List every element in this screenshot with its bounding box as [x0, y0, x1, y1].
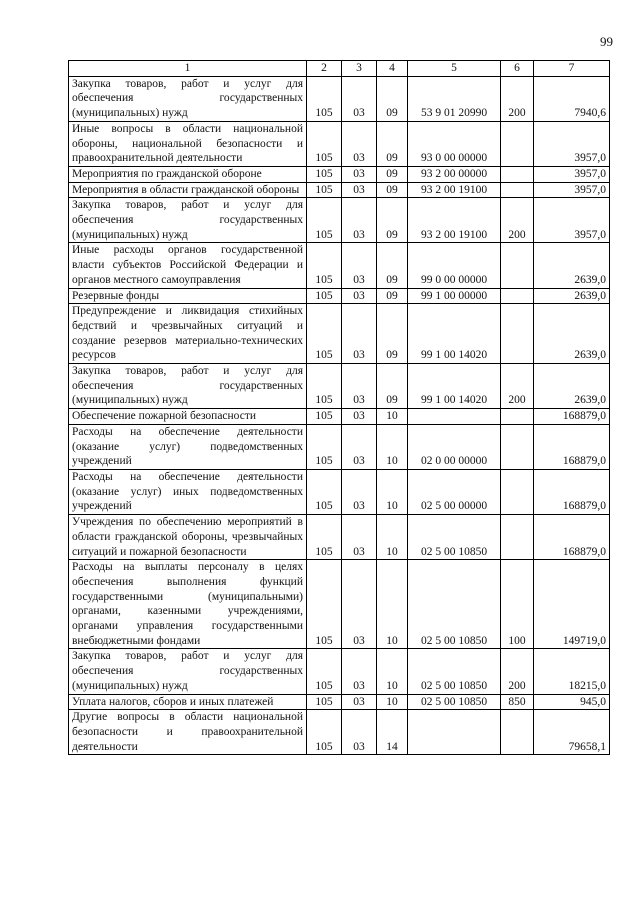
row-name: Учреждения по обеспечению мероприятий в области гражданской обороны, чрезвычайных ситуаций и пожарной безопасности: [69, 515, 307, 560]
table-row: [69, 515, 610, 560]
row-sum: 3957,0: [534, 166, 610, 182]
header-col-3: 3: [342, 61, 377, 77]
header-col-6: 6: [501, 61, 534, 77]
row-section: 03: [342, 121, 377, 166]
row-expense-type: [501, 424, 534, 469]
table-row: [69, 409, 610, 425]
row-ved: 105: [307, 560, 342, 649]
row-section: 03: [342, 560, 377, 649]
row-ved: 105: [307, 469, 342, 514]
row-expense-type: [501, 121, 534, 166]
header-row: [69, 61, 610, 77]
row-sum: 18215,0: [534, 649, 610, 694]
row-name: Уплата налогов, сборов и иных платежей: [69, 694, 307, 710]
row-target-article: 02 0 00 00000: [408, 424, 501, 469]
header-col-7: 7: [534, 61, 610, 77]
table-row: [69, 121, 610, 166]
header-col-4: 4: [377, 61, 408, 77]
row-expense-type: 200: [501, 198, 534, 243]
row-name: Другие вопросы в области национальной безопасности и правоохранительной деятельности: [69, 710, 307, 755]
row-expense-type: [501, 515, 534, 560]
table-row: [69, 243, 610, 288]
row-ved: 105: [307, 182, 342, 198]
row-sum: 945,0: [534, 694, 610, 710]
row-ved: 105: [307, 288, 342, 304]
row-name: Мероприятия по гражданской обороне: [69, 166, 307, 182]
header-col-5: 5: [408, 61, 501, 77]
row-subsection: 10: [377, 469, 408, 514]
row-sum: 79658,1: [534, 710, 610, 755]
row-section: 03: [342, 364, 377, 409]
row-sum: 168879,0: [534, 469, 610, 514]
table-body: [69, 76, 610, 755]
row-subsection: 14: [377, 710, 408, 755]
row-section: 03: [342, 469, 377, 514]
row-expense-type: 200: [501, 649, 534, 694]
row-target-article: 99 1 00 14020: [408, 364, 501, 409]
row-name: Расходы на обеспечение деятельности (оказание услуг) подведомственных учреждений: [69, 424, 307, 469]
row-section: 03: [342, 243, 377, 288]
budget-table: [68, 60, 610, 755]
row-expense-type: 100: [501, 560, 534, 649]
row-name: Обеспечение пожарной безопасности: [69, 409, 307, 425]
row-sum: 2639,0: [534, 304, 610, 364]
row-name: Мероприятия в области гражданской обороны: [69, 182, 307, 198]
table-row: [69, 182, 610, 198]
row-target-article: 99 0 00 00000: [408, 243, 501, 288]
row-section: 03: [342, 304, 377, 364]
row-name: Резервные фонды: [69, 288, 307, 304]
row-subsection: 09: [377, 166, 408, 182]
row-ved: 105: [307, 364, 342, 409]
row-ved: 105: [307, 304, 342, 364]
row-target-article: 02 5 00 00000: [408, 469, 501, 514]
row-subsection: 10: [377, 560, 408, 649]
row-sum: 7940,6: [534, 76, 610, 121]
row-expense-type: [501, 710, 534, 755]
row-subsection: 10: [377, 409, 408, 425]
row-expense-type: 200: [501, 364, 534, 409]
page-number: 99: [600, 34, 613, 49]
row-sum: 2639,0: [534, 243, 610, 288]
row-subsection: 10: [377, 424, 408, 469]
row-name: Расходы на обеспечение деятельности (оказание услуг) иных подведомственных учреждений: [69, 469, 307, 514]
row-sum: 3957,0: [534, 182, 610, 198]
row-subsection: 09: [377, 198, 408, 243]
header-col-2: 2: [307, 61, 342, 77]
table-row: [69, 710, 610, 755]
table-row: [69, 694, 610, 710]
row-subsection: 10: [377, 515, 408, 560]
row-ved: 105: [307, 166, 342, 182]
row-section: 03: [342, 166, 377, 182]
row-target-article: 53 9 01 20990: [408, 76, 501, 121]
row-ved: 105: [307, 409, 342, 425]
row-section: 03: [342, 694, 377, 710]
row-name: Предупреждение и ликвидация стихийных бедствий и чрезвычайных ситуаций и создание резервов материально-технических ресурсов: [69, 304, 307, 364]
row-name: Закупка товаров, работ и услуг для обеспечения государственных (муниципальных) нужд: [69, 76, 307, 121]
row-section: 03: [342, 409, 377, 425]
row-name: Иные расходы органов государственной власти субъектов Российской Федерации и органов местного самоуправления: [69, 243, 307, 288]
row-subsection: 09: [377, 182, 408, 198]
row-target-article: [408, 710, 501, 755]
header-col-1: 1: [69, 61, 307, 77]
row-name: Закупка товаров, работ и услуг для обеспечения государственных (муниципальных) нужд: [69, 364, 307, 409]
row-target-article: 93 0 00 00000: [408, 121, 501, 166]
row-target-article: 99 1 00 14020: [408, 304, 501, 364]
row-ved: 105: [307, 121, 342, 166]
row-subsection: 09: [377, 304, 408, 364]
row-sum: 2639,0: [534, 288, 610, 304]
row-ved: 105: [307, 198, 342, 243]
table-row: [69, 288, 610, 304]
row-expense-type: [501, 304, 534, 364]
row-target-article: 99 1 00 00000: [408, 288, 501, 304]
row-sum: 149719,0: [534, 560, 610, 649]
row-target-article: 93 2 00 19100: [408, 198, 501, 243]
row-name: Закупка товаров, работ и услуг для обеспечения государственных (муниципальных) нужд: [69, 649, 307, 694]
table-row: [69, 364, 610, 409]
row-subsection: 09: [377, 364, 408, 409]
table-row: [69, 76, 610, 121]
row-subsection: 09: [377, 121, 408, 166]
row-target-article: [408, 409, 501, 425]
row-subsection: 10: [377, 694, 408, 710]
row-expense-type: [501, 182, 534, 198]
row-sum: 168879,0: [534, 515, 610, 560]
row-target-article: 93 2 00 19100: [408, 182, 501, 198]
table-row: [69, 560, 610, 649]
row-sum: 3957,0: [534, 121, 610, 166]
row-ved: 105: [307, 424, 342, 469]
table-row: [69, 304, 610, 364]
row-name: Расходы на выплаты персоналу в целях обеспечения выполнения функций государственными (муниципальными) органами, казенными учреждениями, органами управления государственными внебюджетными фондами: [69, 560, 307, 649]
row-section: 03: [342, 182, 377, 198]
row-sum: 2639,0: [534, 364, 610, 409]
row-subsection: 10: [377, 649, 408, 694]
row-section: 03: [342, 198, 377, 243]
row-section: 03: [342, 515, 377, 560]
row-sum: 3957,0: [534, 198, 610, 243]
row-section: 03: [342, 424, 377, 469]
row-target-article: 02 5 00 10850: [408, 560, 501, 649]
row-expense-type: [501, 469, 534, 514]
table-row: [69, 469, 610, 514]
row-expense-type: [501, 166, 534, 182]
row-ved: 105: [307, 76, 342, 121]
row-section: 03: [342, 288, 377, 304]
row-target-article: 02 5 00 10850: [408, 694, 501, 710]
table-row: [69, 649, 610, 694]
row-ved: 105: [307, 515, 342, 560]
row-expense-type: [501, 288, 534, 304]
row-target-article: 02 5 00 10850: [408, 649, 501, 694]
row-subsection: 09: [377, 76, 408, 121]
row-ved: 105: [307, 649, 342, 694]
row-subsection: 09: [377, 243, 408, 288]
table-row: [69, 166, 610, 182]
table-row: [69, 198, 610, 243]
table-row: [69, 424, 610, 469]
row-target-article: 02 5 00 10850: [408, 515, 501, 560]
row-ved: 105: [307, 243, 342, 288]
row-name: Закупка товаров, работ и услуг для обеспечения государственных (муниципальных) нужд: [69, 198, 307, 243]
row-section: 03: [342, 710, 377, 755]
row-ved: 105: [307, 694, 342, 710]
row-name: Иные вопросы в области национальной обороны, национальной безопасности и правоохранительной деятельности: [69, 121, 307, 166]
row-section: 03: [342, 649, 377, 694]
row-expense-type: [501, 409, 534, 425]
row-expense-type: [501, 243, 534, 288]
row-expense-type: 850: [501, 694, 534, 710]
row-sum: 168879,0: [534, 409, 610, 425]
row-target-article: 93 2 00 00000: [408, 166, 501, 182]
row-subsection: 09: [377, 288, 408, 304]
row-section: 03: [342, 76, 377, 121]
row-sum: 168879,0: [534, 424, 610, 469]
row-ved: 105: [307, 710, 342, 755]
row-expense-type: 200: [501, 76, 534, 121]
